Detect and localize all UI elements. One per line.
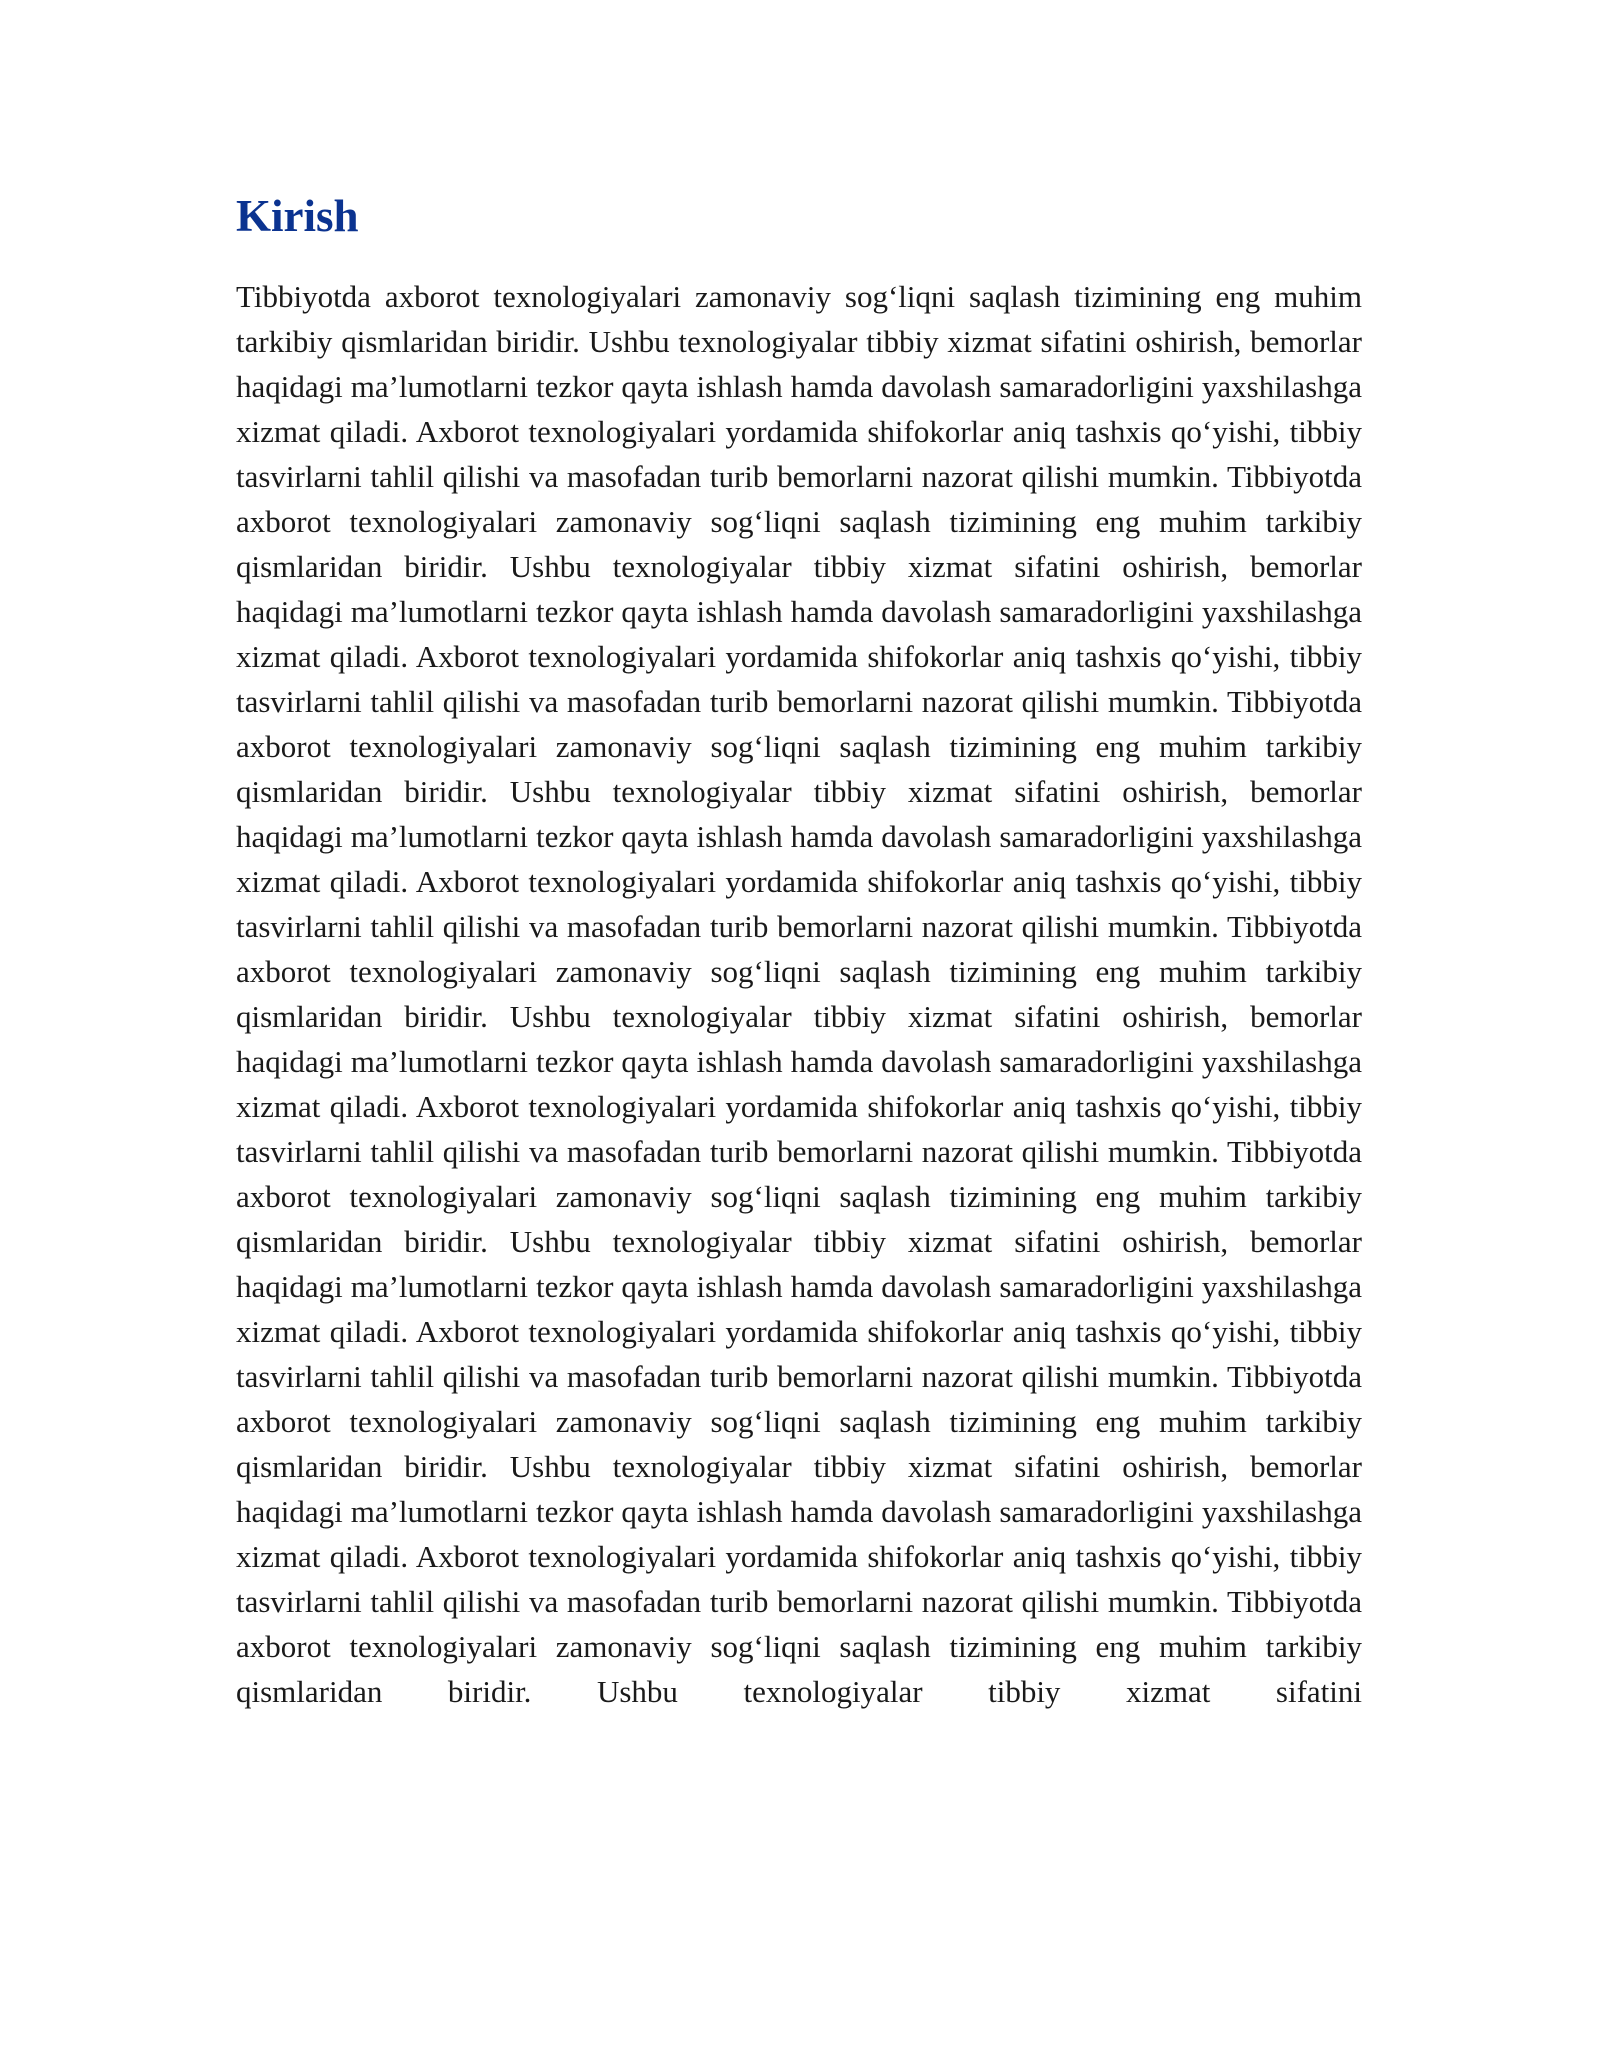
- body-paragraph: Tibbiyotda axborot texnologiyalari zamonaviy sog‘liqni saqlash tizimining eng muhim tarkibiy qismlaridan biridir. Ushbu texnologiyalar tibbiy xizmat sifatini oshirish, bemorlar haqidagi ma’lumotlarni tezkor qayta ishlash hamda davolash samaradorligini yaxshilashga xizmat qiladi. Axborot texnologiyalari yordamida shifokorlar aniq tashxis qo‘yishi, tibbiy tasvirlarni tahlil qilishi va masofadan turib bemorlarni nazorat qilishi mumkin. Tibbiyotda axborot texnologiyalari zamonaviy sog‘liqni saqlash tizimining eng muhim tarkibiy qismlaridan biridir. Ushbu texnologiyalar tibbiy xizmat sifatini oshirish, bemorlar haqidagi ma’lumotlarni tezkor qayta ishlash hamda davolash samaradorligini yaxshilashga xizmat qiladi. Axborot texnologiyalari yordamida shifokorlar aniq tashxis qo‘yishi, tibbiy tasvirlarni tahlil qilishi va masofadan turib bemorlarni nazorat qilishi mumkin. Tibbiyotda axborot texnologiyalari zamonaviy sog‘liqni saqlash tizimining eng muhim tarkibiy qismlaridan biridir. Ushbu texnologiyalar tibbiy xizmat sifatini oshirish, bemorlar haqidagi ma’lumotlarni tezkor qayta ishlash hamda davolash samaradorligini yaxshilashga xizmat qiladi. Axborot texnologiyalari yordamida shifokorlar aniq tashxis qo‘yishi, tibbiy tasvirlarni tahlil qilishi va masofadan turib bemorlarni nazorat qilishi mumkin. Tibbiyotda axborot texnologiyalari zamonaviy sog‘liqni saqlash tizimining eng muhim tarkibiy qismlaridan biridir. Ushbu texnologiyalar tibbiy xizmat sifatini oshirish, bemorlar haqidagi ma’lumotlarni tezkor qayta ishlash hamda davolash samaradorligini yaxshilashga xizmat qiladi. Axborot texnologiyalari yordamida shifokorlar aniq tashxis qo‘yishi, tibbiy tasvirlarni tahlil qilishi va masofadan turib bemorlarni nazorat qilishi mumkin. Tibbiyotda axborot texnologiyalari zamonaviy sog‘liqni saqlash tizimining eng muhim tarkibiy qismlaridan biridir. Ushbu texnologiyalar tibbiy xizmat sifatini oshirish, bemorlar haqidagi ma’lumotlarni tezkor qayta ishlash hamda davolash samaradorligini yaxshilashga xizmat qiladi. Axborot texnologiyalari yordamida shifokorlar aniq tashxis qo‘yishi, tibbiy tasvirlarni tahlil qilishi va masofadan turib bemorlarni nazorat qilishi mumkin. Tibbiyotda axborot texnologiyalari zamonaviy sog‘liqni saqlash tizimining eng muhim tarkibiy qismlaridan biridir. Ushbu texnologiyalar tibbiy xizmat sifatini oshirish, bemorlar haqidagi ma’lumotlarni tezkor qayta ishlash hamda davolash samaradorligini yaxshilashga xizmat qiladi. Axborot texnologiyalari yordamida shifokorlar aniq tashxis qo‘yishi, tibbiy tasvirlarni tahlil qilishi va masofadan turib bemorlarni nazorat qilishi mumkin. Tibbiyotda axborot texnologiyalari zamonaviy sog‘liqni saqlash tizimining eng muhim tarkibiy qismlaridan biridir. Ushbu texnologiyalar tibbiy xizmat sifatini: [236, 279, 1362, 1709]
- section-heading: Kirish: [236, 191, 359, 241]
